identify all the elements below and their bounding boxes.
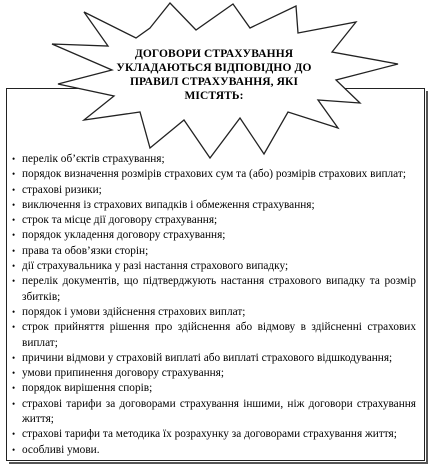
bullet-icon: •: [12, 322, 16, 333]
list-item-text: порядок визначення розмірів страхових сум та (або) розмірів страхових виплат;: [22, 168, 406, 181]
bullet-list: [12, 152, 416, 458]
list-item-text: умови припинення договору страхування;: [22, 367, 225, 380]
bullet-icon: •: [12, 261, 16, 272]
list-item-text: строк прийняття рішення про здійснення або відмову в здійсненні страхових виплат;: [22, 321, 416, 349]
list-item-text: причини відмови у страховій виплаті або виплаті страхового відшкодування;: [22, 351, 393, 364]
bullet-icon: •: [12, 199, 16, 210]
list-item-text: особливі умови.: [22, 443, 100, 456]
list-item: [12, 274, 416, 305]
list-item-text: порядок вирішення спорів;: [22, 382, 153, 395]
diagram-title: [100, 47, 328, 103]
bullet-icon: •: [12, 184, 16, 195]
bullet-icon: •: [12, 383, 16, 394]
bullet-icon: •: [12, 169, 16, 180]
list-item: [12, 320, 416, 351]
list-item: [12, 213, 416, 228]
list-item: [12, 228, 416, 243]
bullet-icon: •: [12, 368, 16, 379]
list-item: [12, 244, 416, 259]
bullet-icon: •: [12, 306, 16, 317]
bullet-icon: •: [12, 444, 16, 455]
list-item: [12, 397, 416, 428]
bullet-icon: •: [12, 429, 16, 440]
bullet-icon: •: [12, 276, 16, 287]
list-item: [12, 152, 416, 167]
list-item-text: страхові ризики;: [22, 183, 102, 196]
list-item-text: виключення із страхових випадків і обмеження страхування;: [22, 198, 315, 211]
list-item-text: перелік документів, що підтверджують настання страхового випадку та розмір збитків;: [22, 275, 416, 303]
bullet-icon: •: [12, 154, 16, 164]
list-item-text: страхові тарифи та методика їх розрахунку за договорами страхування життя;: [22, 428, 397, 441]
list-item: [12, 443, 416, 458]
title-line: ПРАВИЛ СТРАХУВАННЯ, ЯКІ: [129, 76, 299, 88]
list-item: [12, 381, 416, 396]
list-item-text: строк та місце дії договору страхування;: [22, 214, 218, 227]
bullet-icon: •: [12, 245, 16, 256]
list-item-text: права та обов’язки сторін;: [22, 244, 149, 257]
list-item: [12, 427, 416, 442]
list-item-text: страхові тарифи за договорами страхування іншими, ніж договори страхування життя;: [22, 397, 416, 426]
list-item-text: порядок і умови здійснення страхових виплат;: [22, 305, 246, 318]
list-item-text: дії страхувальника у разі настання страхового випадку;: [22, 260, 289, 273]
list-item: [12, 305, 416, 320]
title-line: ДОГОВОРИ СТРАХУВАННЯ: [134, 48, 294, 60]
list-item: [12, 198, 416, 213]
list-item: [12, 351, 416, 366]
title-line: МІСТЯТЬ:: [184, 90, 244, 102]
list-item: [12, 167, 416, 182]
list-item-text: перелік об’єктів страхування;: [22, 153, 165, 165]
bullet-icon: •: [12, 352, 16, 363]
bullet-icon: •: [12, 398, 16, 409]
list-item-text: порядок укладення договору страхування;: [22, 229, 226, 242]
bullet-icon: •: [12, 215, 16, 226]
bullet-icon: •: [12, 230, 16, 241]
list-item: [12, 259, 416, 274]
list-item: [12, 183, 416, 198]
title-line: УКЛАДАЮТЬСЯ ВІДПОВІДНО ДО: [116, 62, 312, 74]
list-item: [12, 366, 416, 381]
